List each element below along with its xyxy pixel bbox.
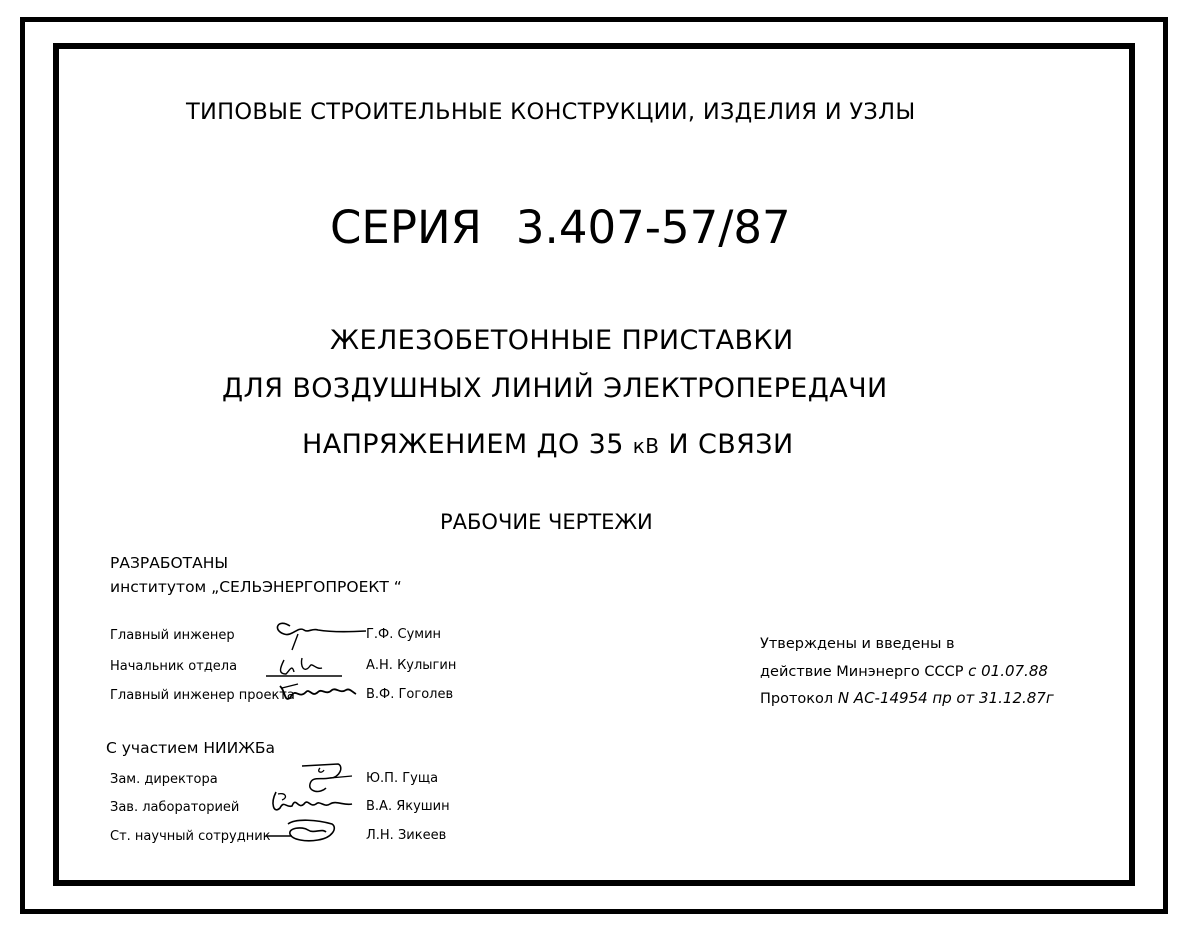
title-line-3 [302,431,794,458]
approval-protocol-number: N AC-14954 пр [837,689,952,707]
signatory-name: Л.Н. Зикеев [366,828,447,843]
series-label: СЕРИЯ [330,201,482,254]
title-line-1: ЖЕЛЕЗОБЕТОННЫЕ ПРИСТАВКИ [330,325,794,356]
signatory-role: Главный инженер проекта [110,688,295,703]
title-line-3-pre: НАПРЯЖЕНИЕМ ДО 35 [302,429,624,460]
document-subtitle: РАБОЧИЕ ЧЕРТЕЖИ [440,510,653,534]
signature-zikeev [262,814,352,850]
signatory-role: Главный инженер [110,628,235,643]
title-line-2: ДЛЯ ВОЗДУШНЫХ ЛИНИЙ ЭЛЕКТРОПЕРЕДАЧИ [222,373,888,404]
signature-gogolev [276,678,360,710]
approval-effective-date: с 01.07.88 [968,662,1048,680]
signatory-name: В.Ф. Гоголев [366,687,454,702]
signatory-name: В.А. Якушин [366,799,450,814]
signatory-role: Зам. директора [110,772,218,787]
series-header: ТИПОВЫЕ СТРОИТЕЛЬНЫЕ КОНСТРУКЦИИ, ИЗДЕЛИЯ И УЗЛЫ [186,99,916,125]
signatory-role: Ст. научный сотрудник [110,829,271,844]
title-line-3-unit: кВ [632,434,660,458]
signatory-name: А.Н. Кулыгин [366,658,457,673]
developed-heading: РАЗРАБОТАНЫ [110,554,229,572]
approval-line-1: Утверждены и введены в [760,636,955,652]
approval-protocol-date: от 31.12.87г [956,689,1054,707]
inner-frame [53,43,1135,886]
signatory-role: Зав. лабораторией [110,800,240,815]
approval-line-3 [760,691,1054,707]
signatory-name: Ю.П. Гуща [366,771,439,786]
approval-protocol-label: Протокол [760,691,834,707]
series-title [330,201,791,254]
signatory-role: Начальник отдела [110,659,238,674]
approval-line-2 [760,664,1048,680]
series-number: 3.407-57/87 [515,201,791,254]
participation-heading: С участием НИИЖБа [106,739,276,757]
approval-ministry: действие Минэнерго СССР [760,664,964,680]
title-line-3-post: И СВЯЗИ [668,429,794,460]
developed-institute: институтом „СЕЛЬЭНЕРГОПРОЕКТ “ [110,578,402,596]
signatory-name: Г.Ф. Сумин [366,627,442,642]
